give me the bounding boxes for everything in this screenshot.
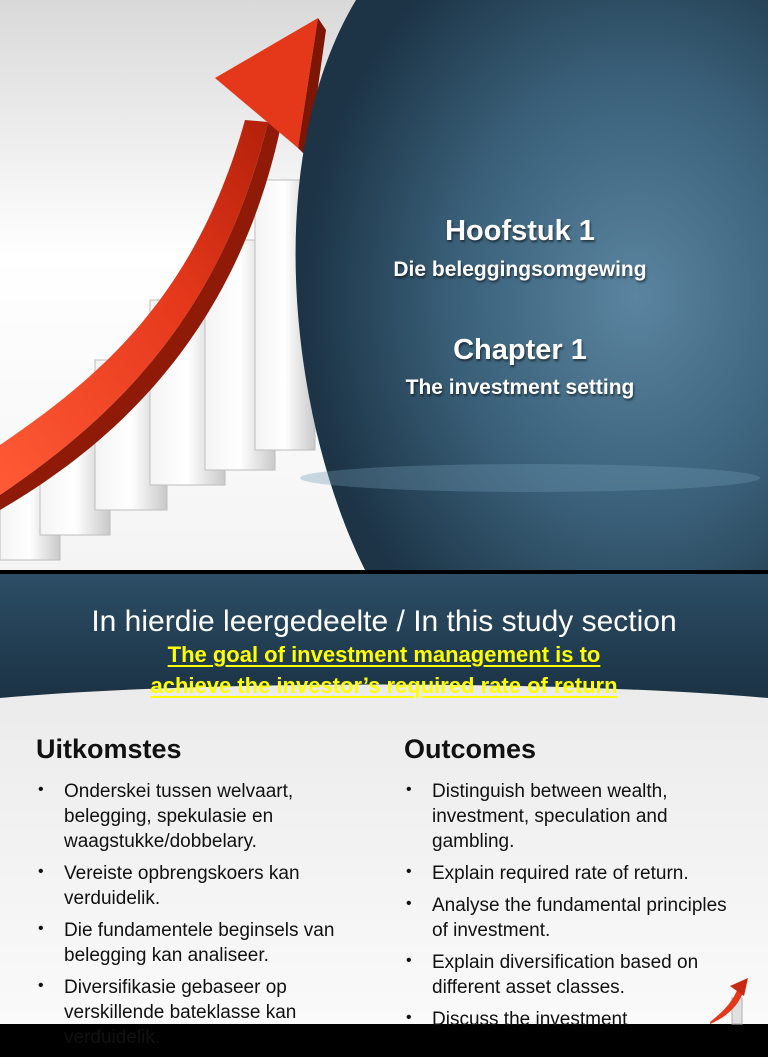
list-item: • Explain required rate of return. <box>404 861 734 886</box>
list-item: • Explain diversification based on different asset classes. <box>404 950 734 1000</box>
list-item: • Distinguish between wealth, investment, speculation and gambling. <box>404 779 734 854</box>
list-item: • Die fundamentele beginsels van belegging kan analiseer. <box>36 918 366 968</box>
outcomes-list-english <box>404 779 734 1032</box>
goal-statement-line1: The goal of investment management is to <box>167 642 601 667</box>
chapter-subtitle-english: The investment setting <box>405 376 635 399</box>
column-title-afrikaans: Uitkomstes <box>36 734 182 764</box>
chapter-subtitle-afrikaans: Die beleggingsomgewing <box>393 258 647 281</box>
mini-arrow-icon <box>710 978 750 1024</box>
study-section-slide <box>0 574 768 1048</box>
list-item: • Discuss the investment <box>404 1007 734 1032</box>
list-item: • Vereiste opbrengskoers kan verduidelik. <box>36 861 366 911</box>
list-item: • Diversifikasie gebaseer op verskillende bateklasse kan verduidelik. <box>36 975 366 1050</box>
goal-statement-line2: achieve the investor’s required rate of return <box>150 673 618 698</box>
chapter-title-afrikaans: Hoofstuk 1 <box>445 215 595 247</box>
outcomes-english-column <box>404 734 734 1039</box>
outcomes-afrikaans-column <box>36 734 366 1057</box>
list-item: • Onderskei tussen welvaart, belegging, spekulasie en waagstukke/dobbelary. <box>36 779 366 854</box>
list-item: • Analyse the fundamental principles of investment. <box>404 893 734 943</box>
outcomes-list-afrikaans <box>36 779 366 1050</box>
section-heading: In hierdie leergedeelte / In this study section <box>91 605 677 638</box>
column-title-english: Outcomes <box>404 734 537 764</box>
chapter-title-english: Chapter 1 <box>453 334 587 366</box>
